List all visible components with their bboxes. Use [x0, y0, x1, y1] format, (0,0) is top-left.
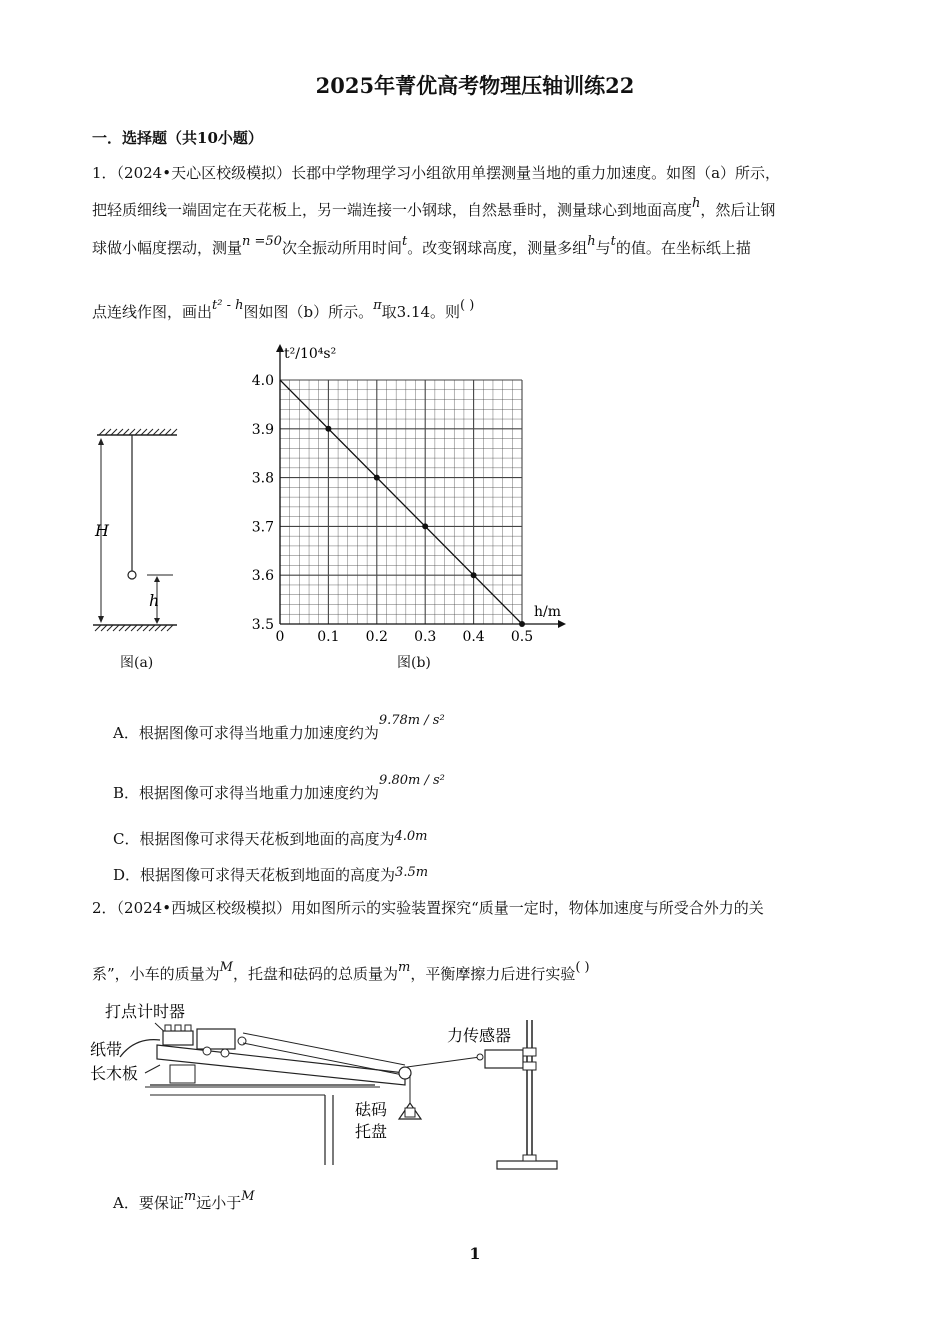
var-m: m — [183, 1189, 197, 1204]
q1-text: 点连线作图，画出 — [92, 303, 213, 321]
option-key: A． — [113, 724, 139, 742]
label-timer: 打点计时器 — [105, 1002, 186, 1021]
option-text: 要保证 — [138, 1194, 184, 1212]
label-tray: 托盘 — [355, 1122, 388, 1141]
var-M: M — [219, 960, 233, 975]
timer — [163, 1031, 193, 1045]
data-point — [471, 572, 477, 578]
fig-b-caption: 图(b) — [397, 655, 431, 671]
x-tick-label: 0.3 — [414, 629, 437, 645]
var-h: h — [587, 234, 596, 249]
option-text: 根据图像可求得当地重力加速度约为 — [138, 724, 379, 742]
q1-option-c — [113, 828, 428, 849]
data-point — [374, 475, 380, 481]
fit-line — [280, 380, 522, 624]
paper-tape — [120, 1040, 160, 1057]
label-H: H — [95, 521, 109, 540]
y-tick-label: 3.9 — [251, 421, 274, 438]
option-value: 9.80m / s² — [379, 773, 445, 788]
force-sensor — [485, 1050, 523, 1068]
y-axis-arrow — [276, 344, 284, 352]
x-tick-label: 0.1 — [317, 629, 340, 645]
var-h: h — [692, 196, 701, 211]
label-h: h — [149, 591, 160, 610]
option-key: C． — [113, 830, 140, 848]
y-axis-label: t²/10⁴s² — [284, 346, 337, 362]
q1-line2 — [92, 196, 862, 222]
x-tick-label: 0.2 — [365, 629, 388, 645]
pendulum-figure — [85, 425, 195, 675]
y-tick-label: 3.6 — [251, 568, 274, 585]
q1-option-a — [113, 713, 445, 743]
page-number: 1 — [469, 1244, 481, 1263]
answer-paren: ( ) — [460, 298, 475, 313]
var-t: t — [610, 234, 616, 249]
label-sensor: 力传感器 — [447, 1026, 512, 1045]
pendulum-ball — [128, 571, 136, 579]
x-axis-arrow — [558, 620, 566, 628]
label-board: 长木板 — [90, 1064, 139, 1083]
q1-text: 取3.14。则 — [381, 303, 461, 321]
y-tick-label: 3.8 — [251, 470, 274, 487]
q1-text: 的值。在坐标纸上描 — [615, 239, 751, 257]
option-key: B． — [113, 784, 140, 802]
q1-line1: 1．（2024•天心区校级模拟）长郡中学物理学习小组欲用单摆测量当地的重力加速度。如图（a）所示， — [92, 164, 781, 182]
data-point — [519, 621, 525, 627]
q1-option-b — [113, 773, 445, 803]
q2-line2 — [92, 960, 862, 986]
q1-option-d — [113, 864, 428, 885]
var-M: M — [241, 1189, 255, 1204]
fig-a-caption: 图(a) — [120, 655, 154, 671]
label-tape: 纸带 — [90, 1040, 123, 1059]
q2-line1: 2．（2024•西城区校级模拟）用如图所示的实验装置探究“质量一定时，物体加速度与所受合外力的关 — [92, 899, 764, 917]
q2-text: ，平衡摩擦力后进行实验 — [410, 965, 576, 983]
option-text: 根据图像可求得天花板到地面的高度为 — [139, 830, 395, 848]
stand-base — [497, 1161, 557, 1169]
q1-line3 — [92, 234, 862, 260]
y-tick-label: 3.5 — [251, 617, 274, 633]
option-text: 根据图像可求得当地重力加速度约为 — [139, 784, 380, 802]
q2-text: 系”，小车的质量为 — [92, 965, 220, 983]
y-tick-label: 4.0 — [251, 373, 274, 389]
q2-text: ，托盘和砝码的总质量为 — [232, 965, 398, 983]
data-point — [325, 426, 331, 432]
data-point — [422, 523, 428, 529]
x-tick-label: 0 — [275, 629, 285, 645]
option-value: 3.5m — [395, 865, 429, 880]
pulley — [399, 1067, 411, 1079]
var-pi: π — [373, 298, 382, 313]
answer-paren: ( ) — [575, 960, 590, 975]
q2-option-a — [113, 1189, 255, 1213]
x-tick-label: 0.4 — [462, 629, 485, 645]
label-weights: 砝码 — [355, 1100, 388, 1119]
option-key: D． — [113, 866, 141, 884]
floor-hatch — [95, 625, 173, 631]
option-key: A． — [113, 1194, 139, 1212]
option-text: 远小于 — [196, 1194, 242, 1212]
cart — [197, 1029, 235, 1049]
var-n: n =50 — [242, 234, 282, 249]
q1-text: 球做小幅度摆动，测量 — [92, 239, 243, 257]
q1-text: ，然后让钢 — [700, 201, 776, 219]
q1-text: 把轻质细线一端固定在天花板上，另一端连接一小钢球，自然悬垂时，测量球心到地面高度 — [92, 201, 693, 219]
section-heading: 一．选择题（共10小题） — [92, 129, 263, 147]
var-t: t — [401, 234, 408, 249]
q1-text: 。改变钢球高度，测量多组 — [407, 239, 588, 257]
q1-text: 次全振动所用时间 — [281, 239, 402, 257]
option-value: 4.0m — [394, 829, 428, 844]
page-title: 2025年菁优高考物理压轴训练22 — [315, 73, 635, 98]
option-value: 9.78m / s² — [378, 713, 445, 728]
apparatus-figure — [85, 995, 585, 1180]
y-tick-label: 3.7 — [251, 519, 274, 536]
q1-line4 — [92, 298, 862, 324]
x-tick-label: 0.5 — [510, 629, 534, 645]
var-t2h: t² - h — [212, 298, 244, 313]
q1-text: 图如图（b）所示。 — [243, 303, 374, 321]
ceiling-hatch — [99, 429, 177, 435]
var-m: m — [398, 960, 411, 975]
option-text: 根据图像可求得天花板到地面的高度为 — [140, 866, 396, 884]
t2-h-chart — [240, 338, 580, 648]
q1-text: 与 — [595, 239, 611, 257]
x-axis-label: h/m — [534, 604, 562, 620]
